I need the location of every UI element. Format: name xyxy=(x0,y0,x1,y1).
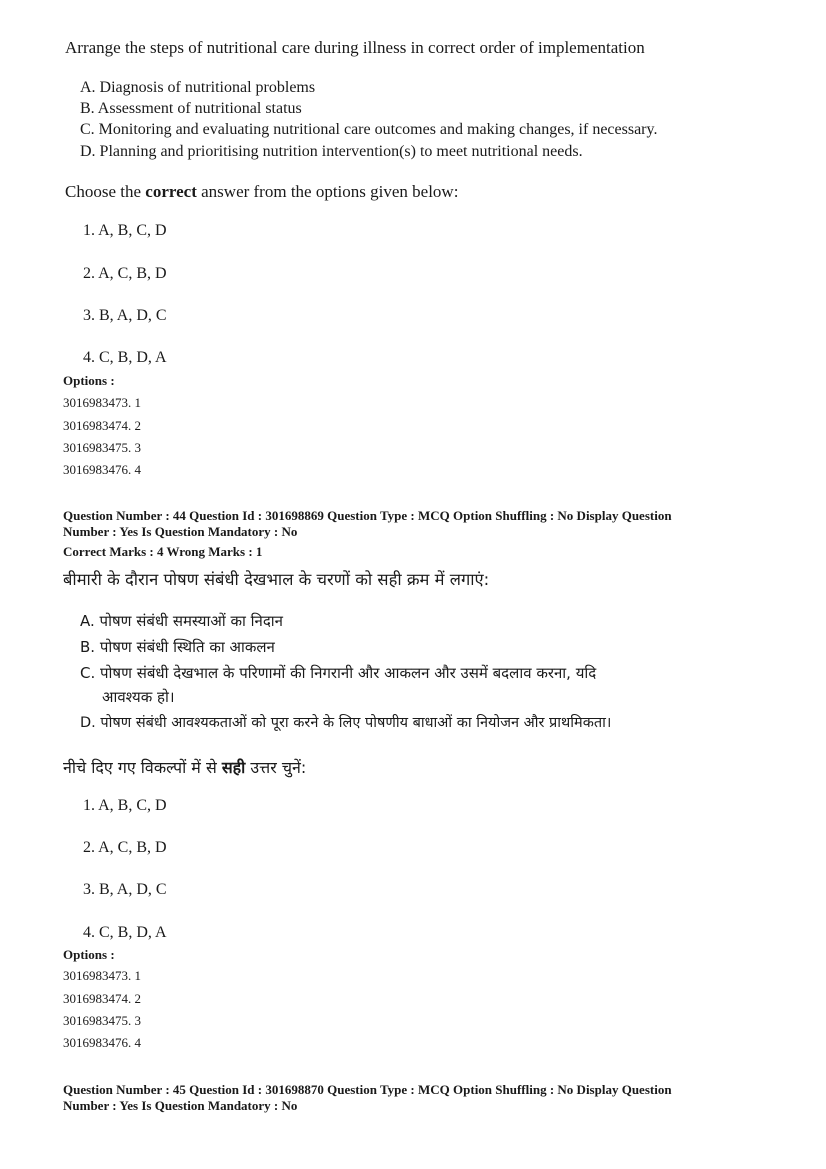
q45-header-line2: Number : Yes Is Question Mandatory : No xyxy=(63,1098,298,1113)
q44-statement-d-letter: D. xyxy=(80,715,96,731)
q44-choose-prefix: नीचे दिए गए विकल्पों में से xyxy=(63,758,222,777)
q44-statement-a xyxy=(80,611,283,631)
q44-header xyxy=(63,508,763,540)
q44-choice-1: 1. A, B, C, D xyxy=(83,797,167,814)
q44-statement-c xyxy=(80,663,596,683)
q44-statement-c-text: पोषण संबंधी देखभाल के परिणामों की निगरानी और आकलन और उसमें बदलाव करना, यदि xyxy=(100,664,597,682)
q44-header-line2: Number : Yes Is Question Mandatory : No xyxy=(63,524,298,539)
q43-choice-1: 1. A, B, C, D xyxy=(83,222,167,239)
q44-statement-c-cont: आवश्यक हो। xyxy=(102,688,175,706)
q44-statement-b-text: पोषण संबंधी स्थिति का आकलन xyxy=(99,638,275,656)
q44-option-id-4: 3016983476. 4 xyxy=(63,1035,141,1050)
q43-options-label: Options : xyxy=(63,373,115,388)
q44-statement-b xyxy=(80,637,275,657)
q43-option-id-2: 3016983474. 2 xyxy=(63,418,141,433)
q44-statement-d-text: पोषण संबंधी आवश्यकताओं को पूरा करने के लिए पोषणीय बाधाओं का नियोजन और प्राथमिकता। xyxy=(100,715,612,731)
q44-option-id-3: 3016983475. 3 xyxy=(63,1013,141,1028)
q44-statement-a-text: पोषण संबंधी समस्याओं का निदान xyxy=(99,612,284,630)
q43-choice-2: 2. A, C, B, D xyxy=(83,265,167,282)
q44-statement-b-letter: B. xyxy=(80,638,96,656)
q43-choose-prefix: Choose the xyxy=(65,182,146,201)
q44-marks: Correct Marks : 4 Wrong Marks : 1 xyxy=(63,544,263,559)
q44-options-label: Options : xyxy=(63,947,115,962)
q43-prompt: Arrange the steps of nutritional care during illness in correct order of implementation xyxy=(65,38,645,57)
q44-choose-suffix: उत्तर चुनें: xyxy=(245,758,307,777)
q43-choice-4: 4. C, B, D, A xyxy=(83,349,167,366)
q45-header xyxy=(63,1082,763,1114)
q44-choice-3: 3. B, A, D, C xyxy=(83,881,167,898)
q44-statement-c-letter: C. xyxy=(80,664,96,682)
q43-statement-b: B. Assessment of nutritional status xyxy=(80,100,302,117)
q44-option-id-2: 3016983474. 2 xyxy=(63,991,141,1006)
q44-prompt-hi: बीमारी के दौरान पोषण संबंधी देखभाल के चरणों को सही क्रम में लगाएं: xyxy=(63,570,490,589)
q44-statement-d xyxy=(80,712,611,732)
q43-statement-d: D. Planning and prioritising nutrition intervention(s) to meet nutritional needs. xyxy=(80,143,583,160)
q44-choose-bold: सही xyxy=(221,758,246,777)
q44-choose-line xyxy=(63,756,306,778)
q44-header-line1: Question Number : 44 Question Id : 301698869 Question Type : MCQ Option Shuffling : No Display Question xyxy=(63,508,672,523)
q43-choose-suffix: answer from the options given below: xyxy=(196,182,459,201)
q43-option-id-4: 3016983476. 4 xyxy=(63,462,141,477)
q43-choose-line xyxy=(65,182,458,202)
q43-option-id-3: 3016983475. 3 xyxy=(63,440,141,455)
q43-statement-a: A. Diagnosis of nutritional problems xyxy=(80,79,316,96)
q44-statement-a-letter: A. xyxy=(80,612,95,630)
q43-option-id-1: 3016983473. 1 xyxy=(63,395,141,410)
q44-choice-2: 2. A, C, B, D xyxy=(83,839,167,856)
q44-choice-4: 4. C, B, D, A xyxy=(83,924,167,941)
q43-choose-bold: correct xyxy=(145,182,197,201)
q44-option-id-1: 3016983473. 1 xyxy=(63,968,141,983)
q43-choice-3: 3. B, A, D, C xyxy=(83,307,167,324)
q43-statement-c: C. Monitoring and evaluating nutritional care outcomes and making changes, if necessary. xyxy=(80,121,658,138)
q45-header-line1: Question Number : 45 Question Id : 301698870 Question Type : MCQ Option Shuffling : No Display Question xyxy=(63,1082,672,1097)
